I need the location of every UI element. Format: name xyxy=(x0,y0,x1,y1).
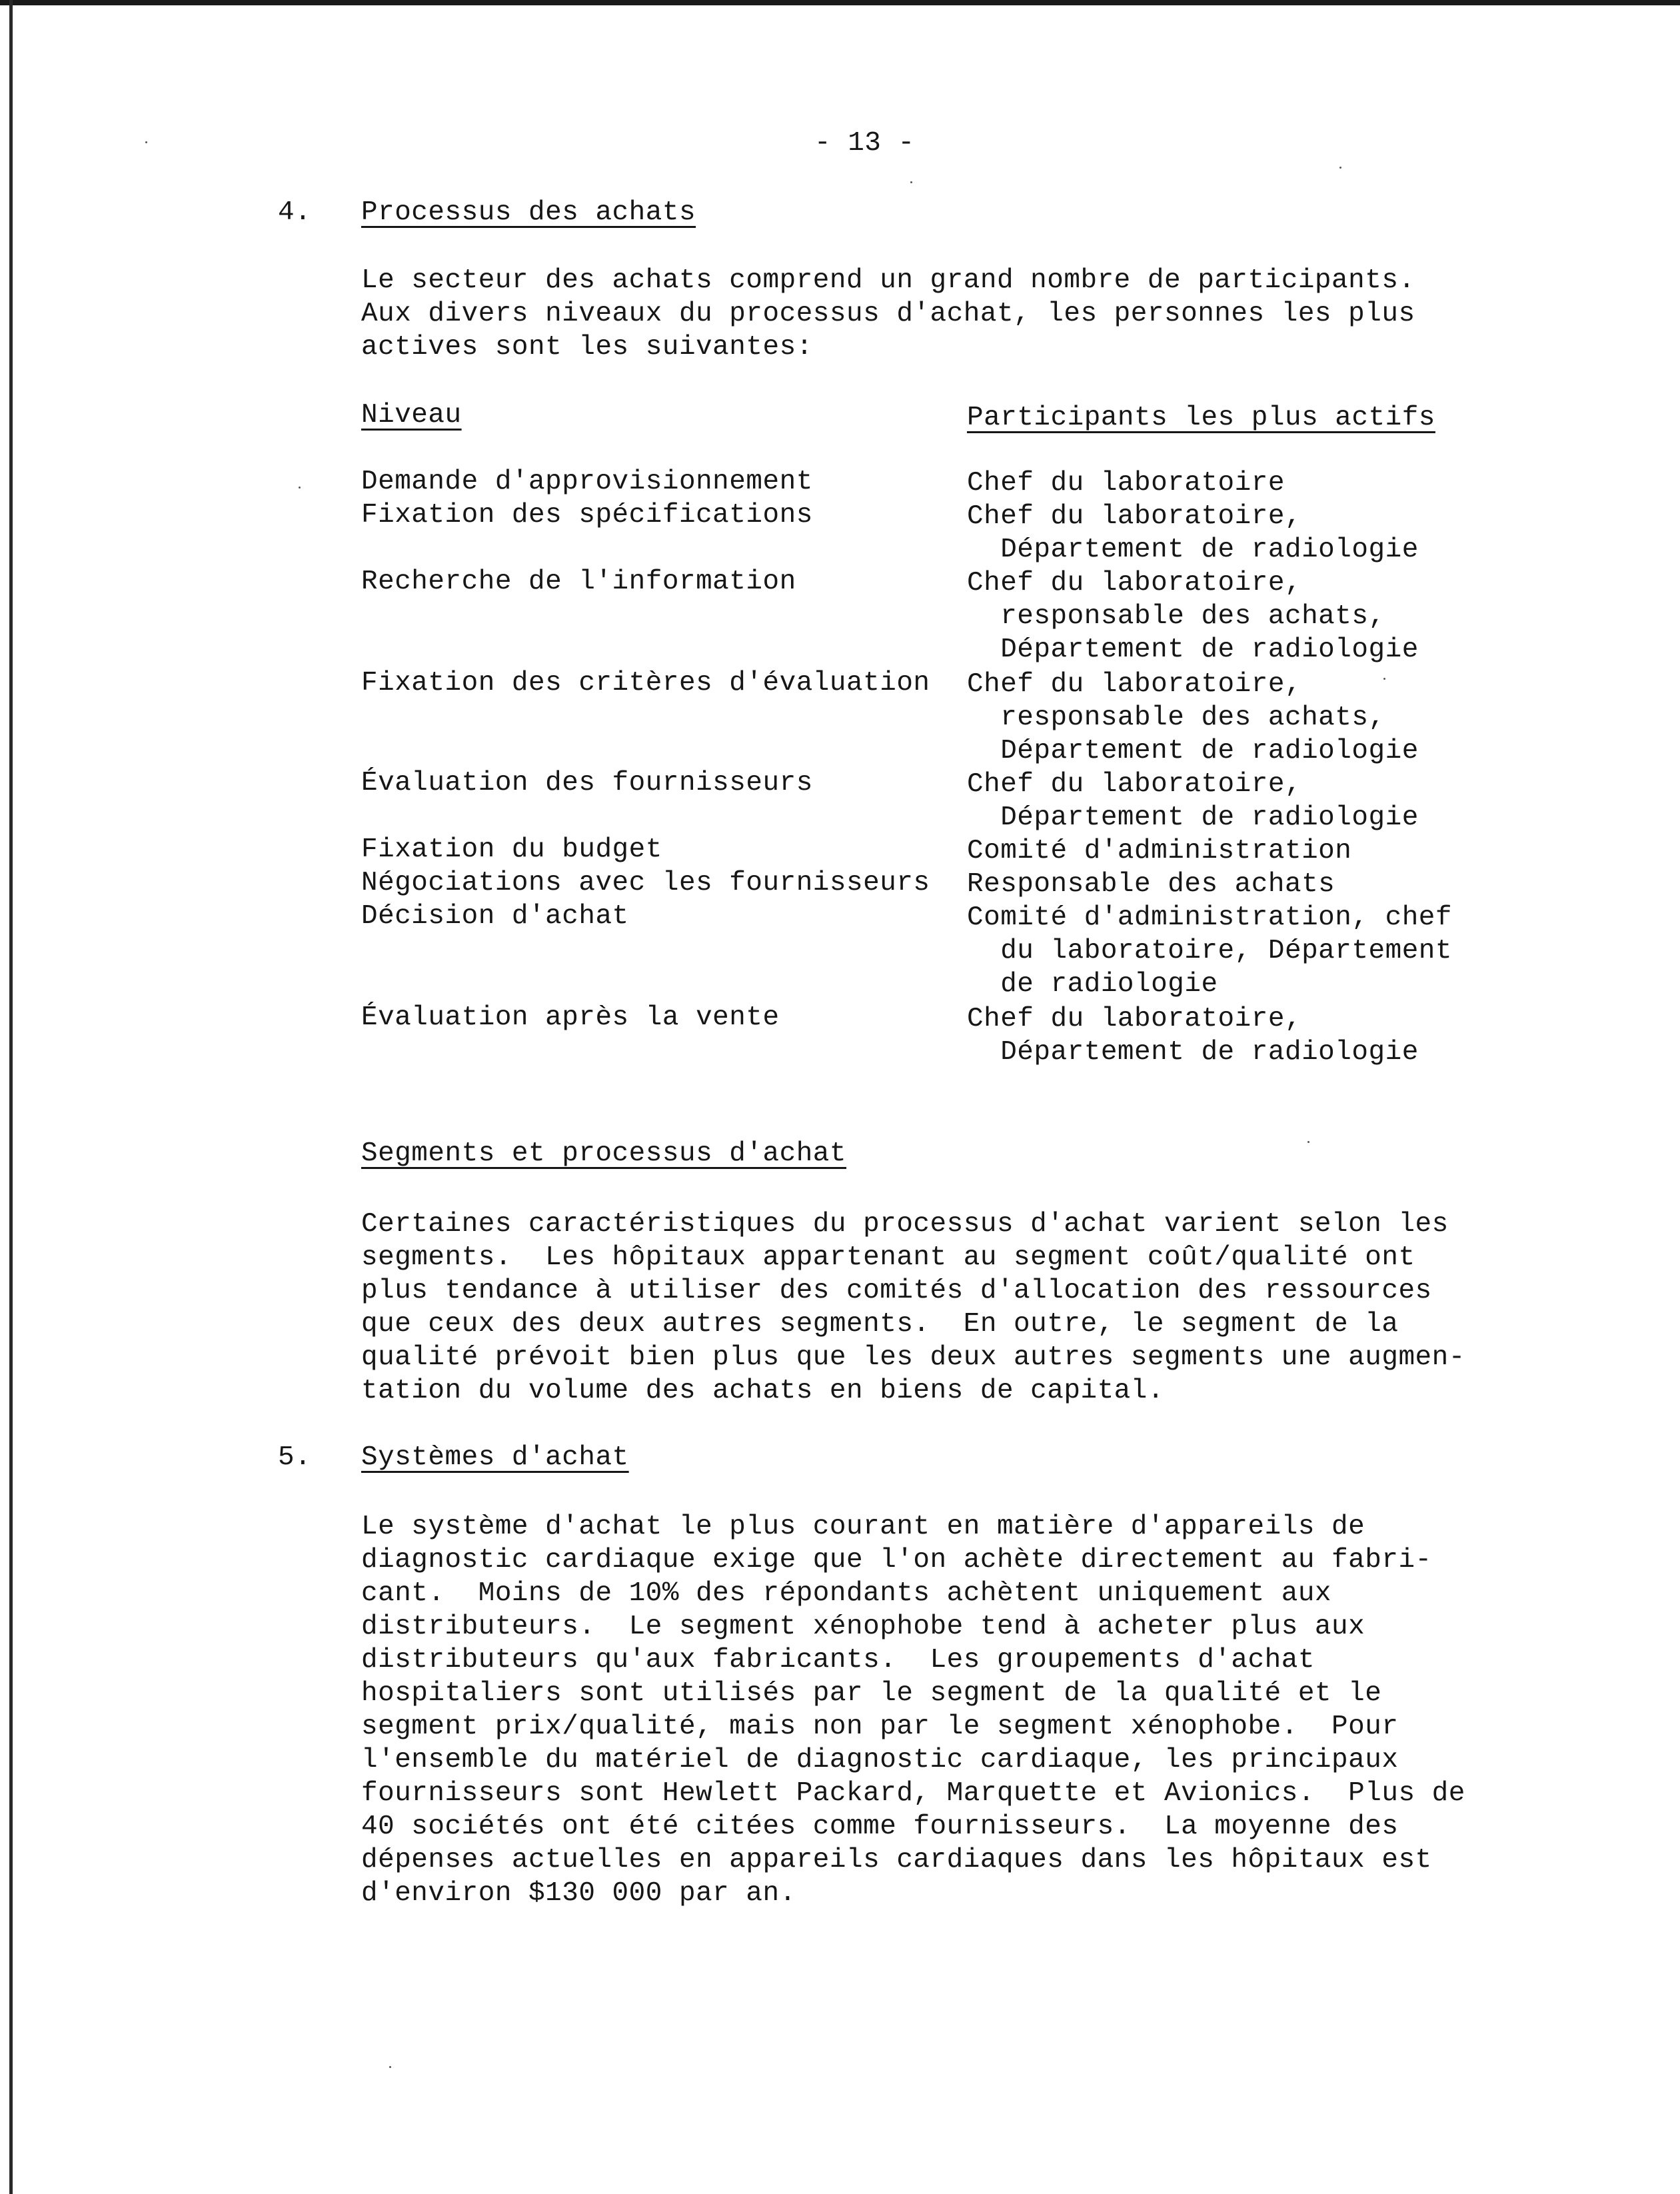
paragraph-line: l'ensemble du matériel de diagnostic cardiaque, les principaux xyxy=(361,1745,1399,1775)
participants-line: Chef du laboratoire, xyxy=(967,568,1302,598)
participants-line: Comité d'administration, chef xyxy=(967,902,1453,933)
section-4-heading: Processus des achats xyxy=(361,197,696,228)
paragraph-line: distributeurs qu'aux fabricants. Les groupements d'achat xyxy=(361,1645,1315,1675)
intro-line: actives sont les suivantes: xyxy=(361,332,813,363)
paragraph-line: Le système d'achat le plus courant en matière d'appareils de xyxy=(361,1512,1365,1542)
paragraph-line: diagnostic cardiaque exige que l'on achète directement au fabri- xyxy=(361,1545,1432,1576)
participants-line: Chef du laboratoire xyxy=(967,468,1285,499)
paragraph-line: Certaines caractéristiques du processus d'achat varient selon les xyxy=(361,1209,1449,1240)
participants-line: responsable des achats, xyxy=(967,702,1385,733)
level-cell: Évaluation après la vente xyxy=(361,1002,780,1033)
scan-speck xyxy=(1307,1141,1309,1143)
participants-line: responsable des achats, xyxy=(967,601,1385,632)
participants-line: Département de radiologie xyxy=(967,535,1419,565)
intro-line: Aux divers niveaux du processus d'achat, les personnes les plus xyxy=(361,299,1415,329)
participants-line: Département de radiologie xyxy=(967,736,1419,766)
participants-line: du laboratoire, Département xyxy=(967,936,1453,966)
paragraph-line: d'environ $130 000 par an. xyxy=(361,1878,796,1909)
scan-speck xyxy=(1383,678,1385,680)
paragraph-line: que ceux des deux autres segments. En outre, le segment de la xyxy=(361,1309,1399,1340)
section-5-number: 5. xyxy=(278,1442,312,1473)
level-cell: Fixation des critères d'évaluation xyxy=(361,668,930,698)
level-cell: Recherche de l'information xyxy=(361,566,796,597)
scan-speck xyxy=(910,181,912,183)
level-cell: Négociations avec les fournisseurs xyxy=(361,868,930,898)
scan-speck xyxy=(145,141,147,143)
scan-edge-left xyxy=(9,0,13,2194)
participants-line: Chef du laboratoire, xyxy=(967,669,1302,700)
section-4-number: 4. xyxy=(278,197,312,228)
section-5-heading: Systèmes d'achat xyxy=(361,1442,629,1473)
paragraph-line: cant. Moins de 10% des répondants achètent uniquement aux xyxy=(361,1578,1332,1609)
page-number: - 13 - xyxy=(814,128,915,159)
paragraph-line: 40 sociétés ont été citées comme fournisseurs. La moyenne des xyxy=(361,1811,1399,1842)
paragraph-line: distributeurs. Le segment xénophobe tend à acheter plus aux xyxy=(361,1612,1365,1642)
participants-line: Chef du laboratoire, xyxy=(967,1004,1302,1034)
paragraph-line: hospitaliers sont utilisés par le segment de la qualité et le xyxy=(361,1678,1382,1709)
level-cell: Fixation du budget xyxy=(361,834,662,865)
column-header-level: Niveau xyxy=(361,400,462,431)
level-cell: Évaluation des fournisseurs xyxy=(361,768,813,798)
paragraph-line: tation du volume des achats en biens de capital. xyxy=(361,1376,1164,1406)
paragraph-line: segment prix/qualité, mais non par le segment xénophobe. Pour xyxy=(361,1711,1399,1742)
scan-speck xyxy=(299,487,301,489)
scan-speck xyxy=(1339,167,1341,169)
participants-line: Département de radiologie xyxy=(967,634,1419,665)
participants-line: Responsable des achats xyxy=(967,869,1335,900)
column-header-participants: Participants les plus actifs xyxy=(967,403,1435,433)
intro-line: Le secteur des achats comprend un grand nombre de participants. xyxy=(361,265,1415,296)
scan-speck xyxy=(389,2066,391,2068)
scan-edge-top xyxy=(0,0,1680,5)
participants-line: Département de radiologie xyxy=(967,802,1419,833)
paragraph-line: plus tendance à utiliser des comités d'allocation des ressources xyxy=(361,1276,1432,1306)
level-cell: Demande d'approvisionnement xyxy=(361,467,813,497)
level-cell: Décision d'achat xyxy=(361,901,629,932)
segments-subheading: Segments et processus d'achat xyxy=(361,1138,847,1169)
participants-line: de radiologie xyxy=(967,969,1218,1000)
paragraph-line: segments. Les hôpitaux appartenant au segment coût/qualité ont xyxy=(361,1242,1415,1273)
participants-line: Comité d'administration xyxy=(967,836,1352,866)
participants-line: Chef du laboratoire, xyxy=(967,769,1302,800)
level-cell: Fixation des spécifications xyxy=(361,500,813,531)
participants-line: Département de radiologie xyxy=(967,1037,1419,1068)
paragraph-line: fournisseurs sont Hewlett Packard, Marquette et Avionics. Plus de xyxy=(361,1778,1465,1809)
paragraph-line: dépenses actuelles en appareils cardiaques dans les hôpitaux est xyxy=(361,1845,1432,1875)
participants-line: Chef du laboratoire, xyxy=(967,501,1302,532)
paragraph-line: qualité prévoit bien plus que les deux autres segments une augmen- xyxy=(361,1342,1465,1373)
